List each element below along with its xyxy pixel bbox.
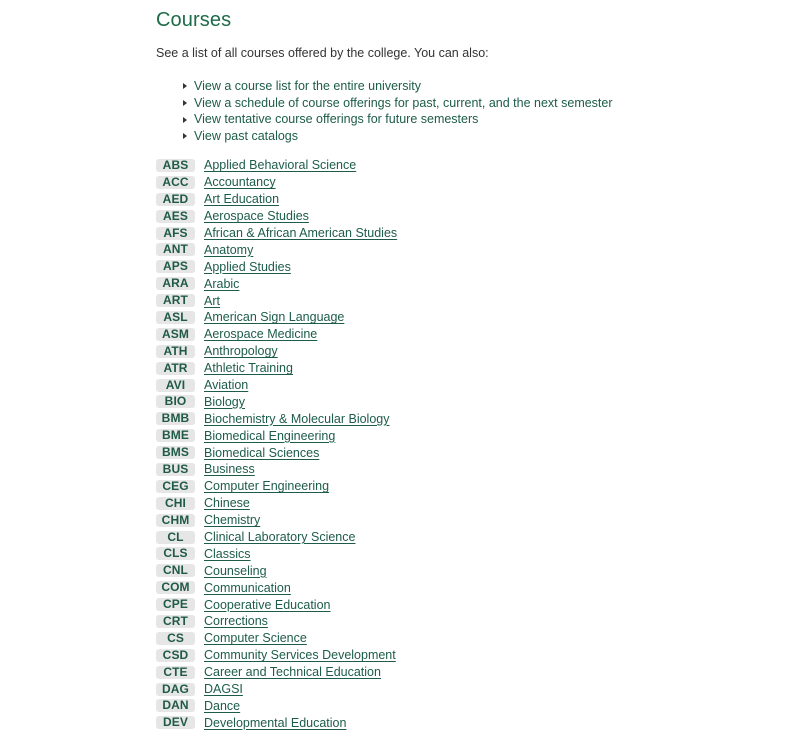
course-code-badge: CHI xyxy=(156,497,195,510)
course-row xyxy=(156,545,397,562)
course-name: Counseling xyxy=(204,563,267,578)
triangle-right-bullet-icon xyxy=(183,117,187,123)
course-name: Aviation xyxy=(204,378,249,393)
course-row xyxy=(156,512,397,529)
course-code-badge: BME xyxy=(156,429,195,442)
course-name: Computer Engineering xyxy=(204,479,330,494)
course-name: Biomedical Sciences xyxy=(204,445,320,460)
course-name: Chinese xyxy=(204,496,250,511)
course-name: Applied Behavioral Science xyxy=(204,158,357,173)
course-code-badge: AFS xyxy=(156,227,195,240)
course-name: Dance xyxy=(204,698,241,713)
course-link[interactable] xyxy=(201,682,243,696)
course-link[interactable] xyxy=(201,277,239,291)
course-row xyxy=(156,596,397,613)
course-link[interactable] xyxy=(201,598,330,612)
course-link[interactable] xyxy=(201,395,245,409)
course-row xyxy=(156,258,397,275)
course-link[interactable] xyxy=(201,175,276,189)
course-link[interactable] xyxy=(201,462,255,476)
link-university-course-list[interactable]: View a course list for the entire university xyxy=(194,79,421,93)
course-name: Computer Science xyxy=(204,631,307,646)
course-row xyxy=(156,647,397,664)
related-links-list xyxy=(182,78,613,145)
course-code-badge: CLS xyxy=(156,547,195,560)
course-link[interactable] xyxy=(201,614,268,628)
course-code-badge: AES xyxy=(156,210,195,223)
course-code-badge: DAG xyxy=(156,683,195,696)
course-link[interactable] xyxy=(201,564,267,578)
course-code-badge: AED xyxy=(156,193,195,206)
course-link[interactable] xyxy=(201,429,335,443)
course-name: Communication xyxy=(204,580,291,595)
course-link[interactable] xyxy=(201,648,396,662)
course-row xyxy=(156,275,397,292)
course-code-badge: ANT xyxy=(156,243,195,256)
course-name: Cooperative Education xyxy=(204,597,331,612)
course-code-badge: AVI xyxy=(156,379,195,392)
course-code-badge: BMB xyxy=(156,412,195,425)
course-link[interactable] xyxy=(201,226,397,240)
course-list xyxy=(156,157,397,731)
course-row xyxy=(156,562,397,579)
course-name: Biomedical Engineering xyxy=(204,428,336,443)
course-row xyxy=(156,292,397,309)
course-code-badge: CTE xyxy=(156,666,195,679)
course-link[interactable] xyxy=(201,446,319,460)
course-code-badge: APS xyxy=(156,260,195,273)
course-name: Aerospace Studies xyxy=(204,209,309,224)
course-code-badge: CNL xyxy=(156,564,195,577)
course-name: Chemistry xyxy=(204,513,261,528)
course-row xyxy=(156,241,397,258)
course-row xyxy=(156,664,397,681)
course-code-badge: DEV xyxy=(156,716,195,729)
course-row xyxy=(156,495,397,512)
course-code-badge: CRT xyxy=(156,615,195,628)
course-link[interactable] xyxy=(201,327,317,341)
course-code-badge: ASL xyxy=(156,311,195,324)
course-link[interactable] xyxy=(201,581,291,595)
intro-text: See a list of all courses offered by the college. You can also: xyxy=(156,46,489,60)
course-code-badge: CSD xyxy=(156,649,195,662)
course-link[interactable] xyxy=(201,361,293,375)
triangle-right-bullet-icon xyxy=(183,83,187,89)
course-row xyxy=(156,225,397,242)
course-link[interactable] xyxy=(201,547,251,561)
course-name: Aerospace Medicine xyxy=(204,327,318,342)
course-name: Clinical Laboratory Science xyxy=(204,530,356,545)
course-name: Anatomy xyxy=(204,242,254,257)
course-name: DAGSI xyxy=(204,682,243,697)
course-row xyxy=(156,157,397,174)
course-link[interactable] xyxy=(201,631,307,645)
course-link[interactable] xyxy=(201,243,253,257)
course-name: Career and Technical Education xyxy=(204,665,381,680)
course-row xyxy=(156,529,397,546)
course-code-badge: BIO xyxy=(156,395,195,408)
course-name: American Sign Language xyxy=(204,310,345,325)
course-row xyxy=(156,174,397,191)
course-code-badge: CHM xyxy=(156,514,195,527)
course-link[interactable] xyxy=(201,158,356,172)
course-code-badge: ATH xyxy=(156,345,195,358)
course-code-badge: CS xyxy=(156,632,195,645)
course-link[interactable] xyxy=(201,530,355,544)
course-row xyxy=(156,343,397,360)
course-code-badge: CL xyxy=(156,531,195,544)
course-row xyxy=(156,461,397,478)
course-code-badge: ASM xyxy=(156,328,195,341)
course-row xyxy=(156,478,397,495)
course-row xyxy=(156,309,397,326)
course-link[interactable] xyxy=(201,665,381,679)
course-name: Corrections xyxy=(204,614,268,629)
course-code-badge: COM xyxy=(156,581,195,594)
link-past-catalogs[interactable]: View past catalogs xyxy=(194,129,298,144)
triangle-right-bullet-icon xyxy=(183,133,187,139)
course-link[interactable] xyxy=(201,479,329,493)
course-code-badge: DAN xyxy=(156,699,195,712)
course-name: Anthropology xyxy=(204,344,278,359)
course-link[interactable] xyxy=(201,513,260,527)
course-name: Accountancy xyxy=(204,175,276,190)
course-link[interactable] xyxy=(201,209,309,223)
course-code-badge: ART xyxy=(156,294,195,307)
course-name: Biochemistry & Molecular Biology xyxy=(204,411,390,426)
course-name: Business xyxy=(204,462,255,477)
course-link[interactable] xyxy=(201,344,278,358)
course-row xyxy=(156,208,397,225)
related-link-item xyxy=(182,78,613,95)
course-link[interactable] xyxy=(201,496,250,510)
course-row xyxy=(156,714,397,731)
course-link[interactable] xyxy=(201,260,291,274)
course-link[interactable] xyxy=(201,310,344,324)
course-row xyxy=(156,613,397,630)
course-name: Applied Studies xyxy=(204,259,291,274)
course-row xyxy=(156,630,397,647)
link-tentative-offerings[interactable]: View tentative course offerings for future semesters xyxy=(194,112,479,127)
course-name: Developmental Education xyxy=(204,715,347,730)
course-link[interactable] xyxy=(201,716,346,730)
course-name: Arabic xyxy=(204,276,240,291)
course-code-badge: ABS xyxy=(156,159,195,172)
course-link[interactable] xyxy=(201,412,390,426)
course-row xyxy=(156,579,397,596)
course-row xyxy=(156,191,397,208)
course-name: Art xyxy=(204,293,220,308)
course-row xyxy=(156,393,397,410)
course-code-badge: CEG xyxy=(156,480,195,493)
page-title: Courses xyxy=(156,9,232,31)
course-code-badge: ATR xyxy=(156,362,195,375)
course-code-badge: CPE xyxy=(156,598,195,611)
related-link-item xyxy=(182,95,613,112)
course-row xyxy=(156,326,397,343)
course-row xyxy=(156,410,397,427)
course-row xyxy=(156,681,397,698)
related-link-item xyxy=(182,128,613,145)
course-name: Classics xyxy=(204,546,251,561)
course-code-badge: ACC xyxy=(156,176,195,189)
course-row xyxy=(156,377,397,394)
course-row xyxy=(156,698,397,715)
related-link-item xyxy=(182,111,613,128)
course-code-badge: BMS xyxy=(156,446,195,459)
triangle-right-bullet-icon xyxy=(183,100,187,106)
course-row xyxy=(156,444,397,461)
course-link[interactable] xyxy=(201,192,279,206)
course-name: Community Services Development xyxy=(204,648,396,663)
course-name: African & African American Studies xyxy=(204,226,398,240)
course-row xyxy=(156,360,397,377)
link-schedule-of-offerings[interactable]: View a schedule of course offerings for past, current, and the next semester xyxy=(194,95,613,110)
course-link[interactable] xyxy=(201,378,248,392)
course-name: Art Education xyxy=(204,192,280,207)
course-row xyxy=(156,427,397,444)
course-link[interactable] xyxy=(201,294,220,308)
course-name: Biology xyxy=(204,394,245,409)
course-link[interactable] xyxy=(201,699,240,713)
course-code-badge: BUS xyxy=(156,463,195,476)
course-name: Athletic Training xyxy=(204,361,293,376)
course-code-badge: ARA xyxy=(156,277,195,290)
